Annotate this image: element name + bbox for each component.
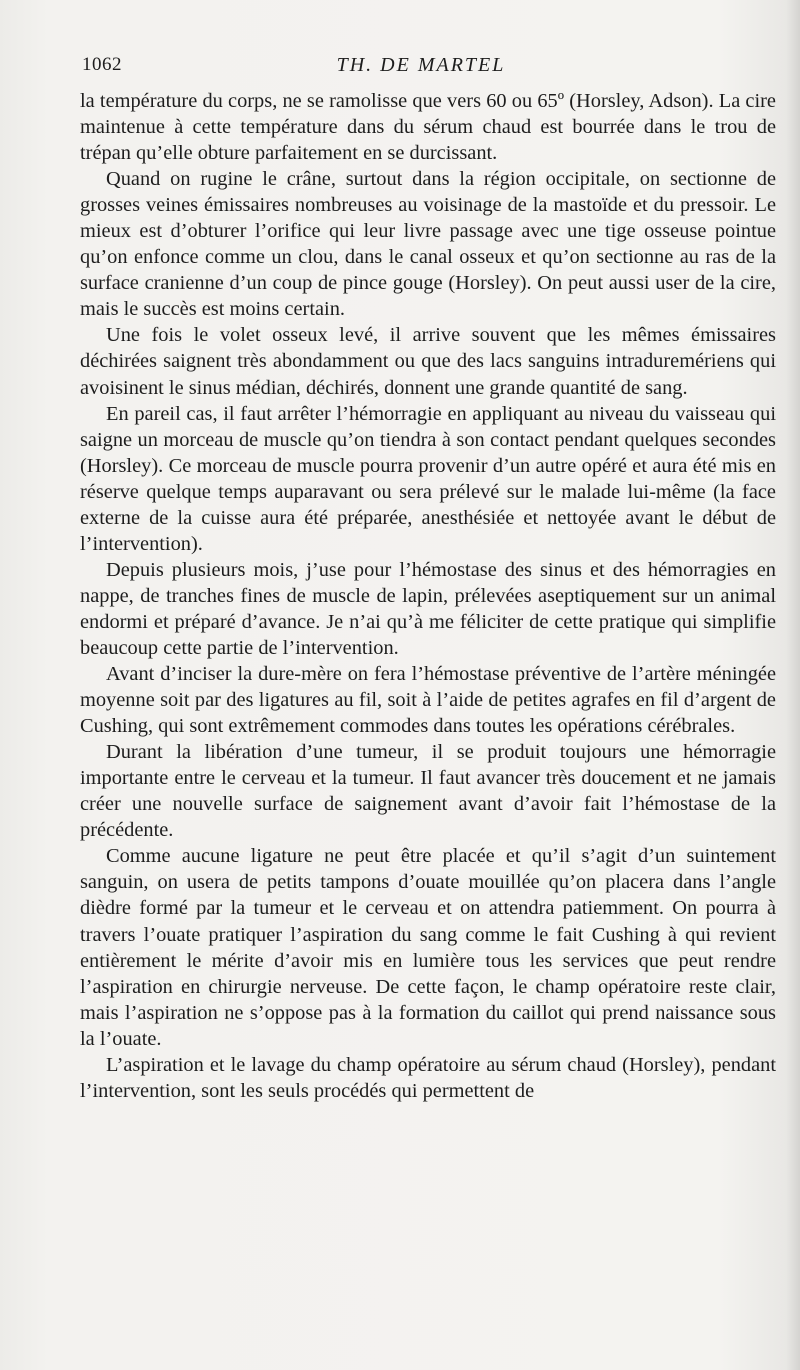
- body-text: [80, 88, 776, 1104]
- paragraph-1: la température du corps, ne se ramolisse que vers 60 ou 65º (Horsley, Adson). La cire maintenue à cette température dans du sérum chaud est bourrée dans le trou de trépan qu’elle obture parfaitement en se durcissant.: [80, 90, 776, 165]
- paragraph-7: Durant la libération d’une tumeur, il se produit toujours une hémorragie importante entre le cerveau et la tumeur. Il faut avancer très doucement et ne jamais créer une nouvelle surface de saignement avant d’avoir fait l’hémostase de la précédente.: [80, 741, 776, 842]
- page-header: [82, 50, 760, 80]
- paragraph-9: L’aspiration et le lavage du champ opératoire au sérum chaud (Horsley), pendant l’intervention, sont les seuls procédés qui permettent de: [80, 1053, 776, 1102]
- running-head: TH. DE MARTEL: [336, 54, 506, 76]
- page-edge-shadow: [786, 0, 800, 1370]
- paragraph-2: Quand on rugine le crâne, surtout dans la région occipitale, on sectionne de grosses veines émissaires nombreuses au voisinage de la mastoïde et du pressoir. Le mieux est d’obturer l’orifice qui leur livre passage avec une tige osseuse pointue qu’on enfonce comme un clou, dans le canal osseux et qu’on sectionne au ras de la surface cranienne d’un coup de pince gouge (Horsley). On peut aussi user de la cire, mais le succès est moins certain.: [80, 168, 776, 321]
- paragraph-4: En pareil cas, il faut arrêter l’hémorragie en appliquant au niveau du vaisseau qui saigne un morceau de muscle qu’on tiendra à son contact pendant quelques secondes (Horsley). Ce morceau de muscle pourra provenir d’un autre opéré et aura été mis en réserve quelque temps auparavant ou sera prélevé sur le malade lui-même (la face externe de la cuisse aura été préparée, anesthésiée et nettoyée avant le début de l’intervention).: [80, 402, 776, 555]
- page-number: 1062: [82, 54, 122, 75]
- paragraph-8: Comme aucune ligature ne peut être placée et qu’il s’agit d’un suintement sanguin, on usera de petits tampons d’ouate mouillée qu’on placera dans l’angle dièdre formé par la tumeur et le cerveau et on attendra patiemment. On pourra à travers l’ouate pratiquer l’aspiration du sang comme le fait Cushing à qui revient entièrement le mérite d’avoir mis en lumière tous les services que peut rendre l’aspiration en chirurgie nerveuse. De cette façon, le champ opératoire reste clair, mais l’aspiration ne s’oppose pas à la formation du caillot qui prend naissance sous la l’ouate.: [80, 845, 776, 1050]
- paragraph-3: Une fois le volet osseux levé, il arrive souvent que les mêmes émissaires déchirées saignent très abondamment ou que des lacs sanguins intraduremériens qui avoisinent le sinus médian, déchirés, donnent une grande quantité de sang.: [80, 324, 776, 399]
- paragraph-5: Depuis plusieurs mois, j’use pour l’hémostase des sinus et des hémorragies en nappe, de tranches fines de muscle de lapin, prélevées aseptiquement sur un animal endormi et préparé d’avance. Je n’ai qu’à me féliciter de cette pratique qui simplifie beaucoup cette partie de l’intervention.: [80, 558, 776, 659]
- paragraph-6: Avant d’inciser la dure-mère on fera l’hémostase préventive de l’artère méningée moyenne soit par des ligatures au fil, soit à l’aide de petites agrafes en fil d’argent de Cushing, qui sont extrêmement commodes dans toutes les opérations cérébrales.: [80, 663, 776, 738]
